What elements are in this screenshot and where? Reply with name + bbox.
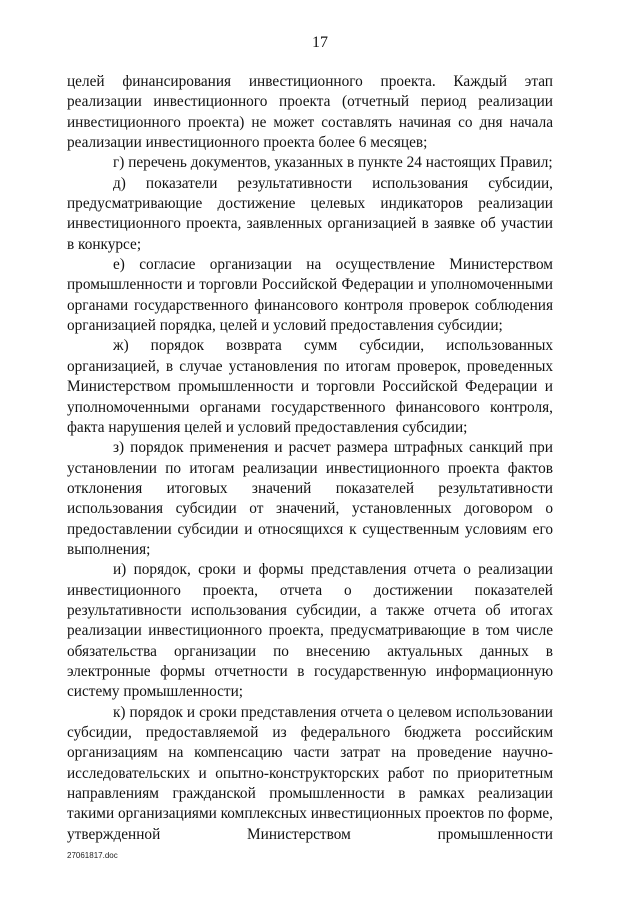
document-file-reference: 27061817.doc [67, 851, 118, 860]
paragraph-zh: ж) порядок возврата сумм субсидии, использованных организацией, в случае установления по итогам проверок, проведенных Министерством промышленности и торговли Российской Федерации и уполномоченными органами государственного финансового контроля, факта нарушения целей и условий предоставления субсидии; [67, 337, 553, 436]
paragraph-z: з) порядок применения и расчет размера штрафных санкций при установлении по итогам реализации инвестиционного проекта фактов отклонения итоговых значений показателей результативности использования субсидии от значений, установленных договором о предоставлении субсидии и относящихся к существенным условиям его выполнения; [67, 439, 553, 558]
document-body [67, 72, 553, 845]
page-number: 17 [312, 34, 328, 51]
paragraph-e: е) согласие организации на осуществление Министерством промышленности и торговли Российской Федерации и уполномоченными органами государственного финансового контроля проверок соблюдения организацией порядка, целей и условий предоставления субсидии; [67, 256, 553, 335]
paragraph-d: д) показатели результативности использования субсидии, предусматривающие достижение целевых индикаторов реализации инвестиционного проекта, заявленных организацией в заявке об участии в конкурсе; [67, 174, 553, 253]
paragraph-continuation: целей финансирования инвестиционного проекта. Каждый этап реализации инвестиционного проекта (отчетный период реализации инвестиционного проекта) не может составлять начиная со дня начала реализации инвестиционного проекта более 6 месяцев; [67, 73, 553, 152]
paragraph-k: к) порядок и сроки представления отчета о целевом использовании субсидии, предоставляемой из федерального бюджета российским организациям на компенсацию части затрат на проведение научно-исследовательских и опытно-конструкторских работ по приоритетным направлениям гражданской промышленности в рамках реализации такими организациями комплексных инвестиционных проектов по форме, утвержденной Министерством промышленности [67, 703, 553, 843]
paragraph-g: г) перечень документов, указанных в пункте 24 настоящих Правил; [113, 154, 553, 172]
paragraph-i: и) порядок, сроки и формы представления отчета о реализации инвестиционного проекта, отчета о достижении показателей результативности использования субсидии, а также отчета об итогах реализации инвестиционного проекта, предусматривающие в том числе обязательства организации по внесению актуальных данных в электронные формы отчетности в государственную информационную систему промышленности; [67, 561, 553, 701]
